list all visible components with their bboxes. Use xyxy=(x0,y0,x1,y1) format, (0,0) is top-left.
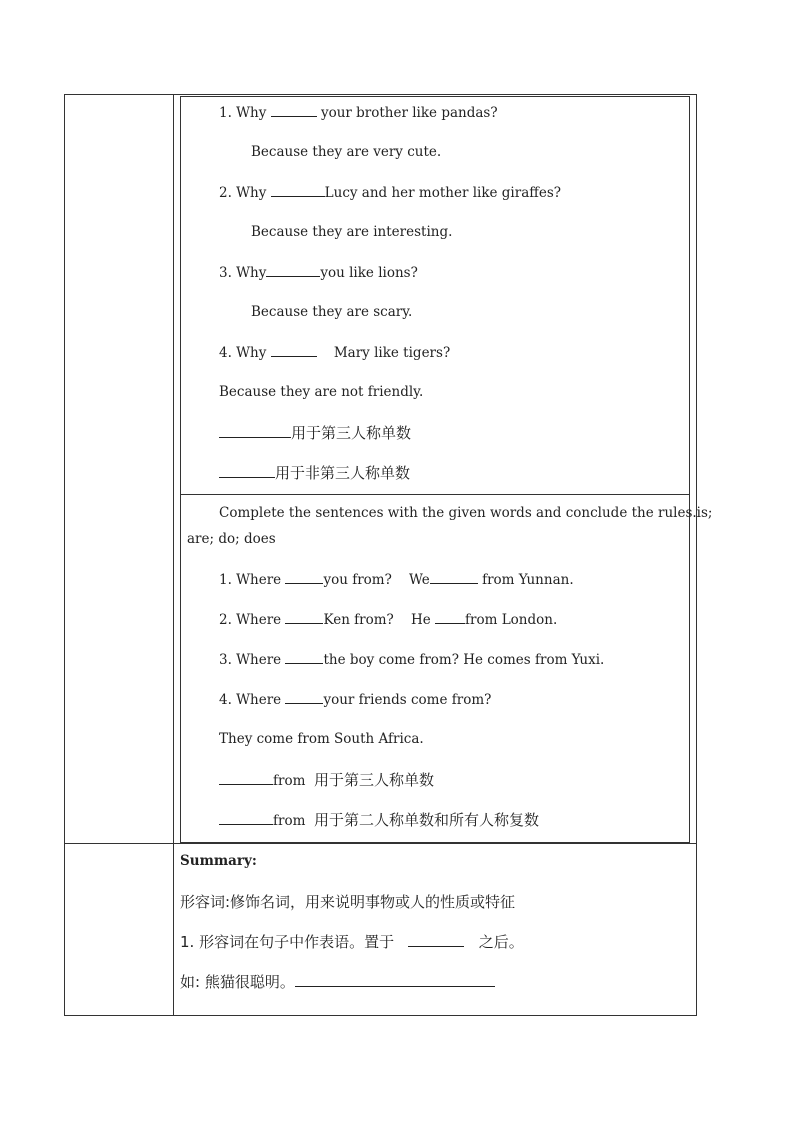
answer-blank[interactable] xyxy=(271,184,325,197)
s2-question-2: 2. Where Ken from? He from London. xyxy=(219,612,558,628)
summary-title: Summary: xyxy=(180,853,257,869)
answer-blank[interactable] xyxy=(435,611,465,624)
row-divider xyxy=(64,843,697,844)
s2-intro-line-1: Complete the sentences with the given words and conclude the rules.is; xyxy=(219,505,713,521)
s1-answer-2: Because they are interesting. xyxy=(251,224,453,240)
summary-rule-1: 1. 形容词在句子中作表语。置于 之后。 xyxy=(180,933,524,951)
answer-blank[interactable] xyxy=(219,772,273,785)
s1-answer-3: Because they are scary. xyxy=(251,304,413,320)
answer-blank[interactable] xyxy=(295,974,495,987)
s1-answer-1: Because they are very cute. xyxy=(251,144,442,160)
s1-question-4: 4. Why Mary like tigers? xyxy=(219,345,451,361)
answer-blank[interactable] xyxy=(219,465,275,478)
answer-blank[interactable] xyxy=(430,571,478,584)
s2-rule-1: from 用于第三人称单数 xyxy=(219,769,434,790)
answer-blank[interactable] xyxy=(408,934,464,947)
s2-answer-4: They come from South Africa. xyxy=(219,731,424,747)
s1-rule-2: 用于非第三人称单数 xyxy=(219,462,410,483)
s2-rule-2: from 用于第二人称单数和所有人称复数 xyxy=(219,809,539,830)
answer-blank[interactable] xyxy=(271,344,317,357)
answer-blank[interactable] xyxy=(285,651,323,664)
s2-question-3: 3. Where the boy come from? He comes from Yuxi. xyxy=(219,652,605,668)
answer-blank[interactable] xyxy=(219,425,291,438)
answer-blank[interactable] xyxy=(219,812,273,825)
s1-answer-4: Because they are not friendly. xyxy=(219,384,424,400)
answer-blank[interactable] xyxy=(285,691,323,704)
s1-question-3: 3. Why you like lions? xyxy=(219,265,418,281)
answer-blank[interactable] xyxy=(271,104,317,117)
s2-question-4: 4. Where your friends come from? xyxy=(219,692,492,708)
summary-example: 如: 熊猫很聪明。 xyxy=(180,971,495,992)
s1-question-2: 2. Why Lucy and her mother like giraffes? xyxy=(219,185,562,201)
answer-blank[interactable] xyxy=(266,264,320,277)
s1-question-1: 1. Why your brother like pandas? xyxy=(219,105,498,121)
answer-blank[interactable] xyxy=(285,571,323,584)
s1-rule-1: 用于第三人称单数 xyxy=(219,422,411,443)
column-divider xyxy=(173,94,174,1016)
answer-blank[interactable] xyxy=(285,611,323,624)
s2-question-1: 1. Where you from? We from Yunnan. xyxy=(219,572,574,588)
summary-definition: 形容词:修饰名词，用来说明事物或人的性质或特征 xyxy=(180,893,516,911)
exercise-separator xyxy=(180,494,690,495)
s2-intro-line-2: are; do; does xyxy=(187,531,276,547)
